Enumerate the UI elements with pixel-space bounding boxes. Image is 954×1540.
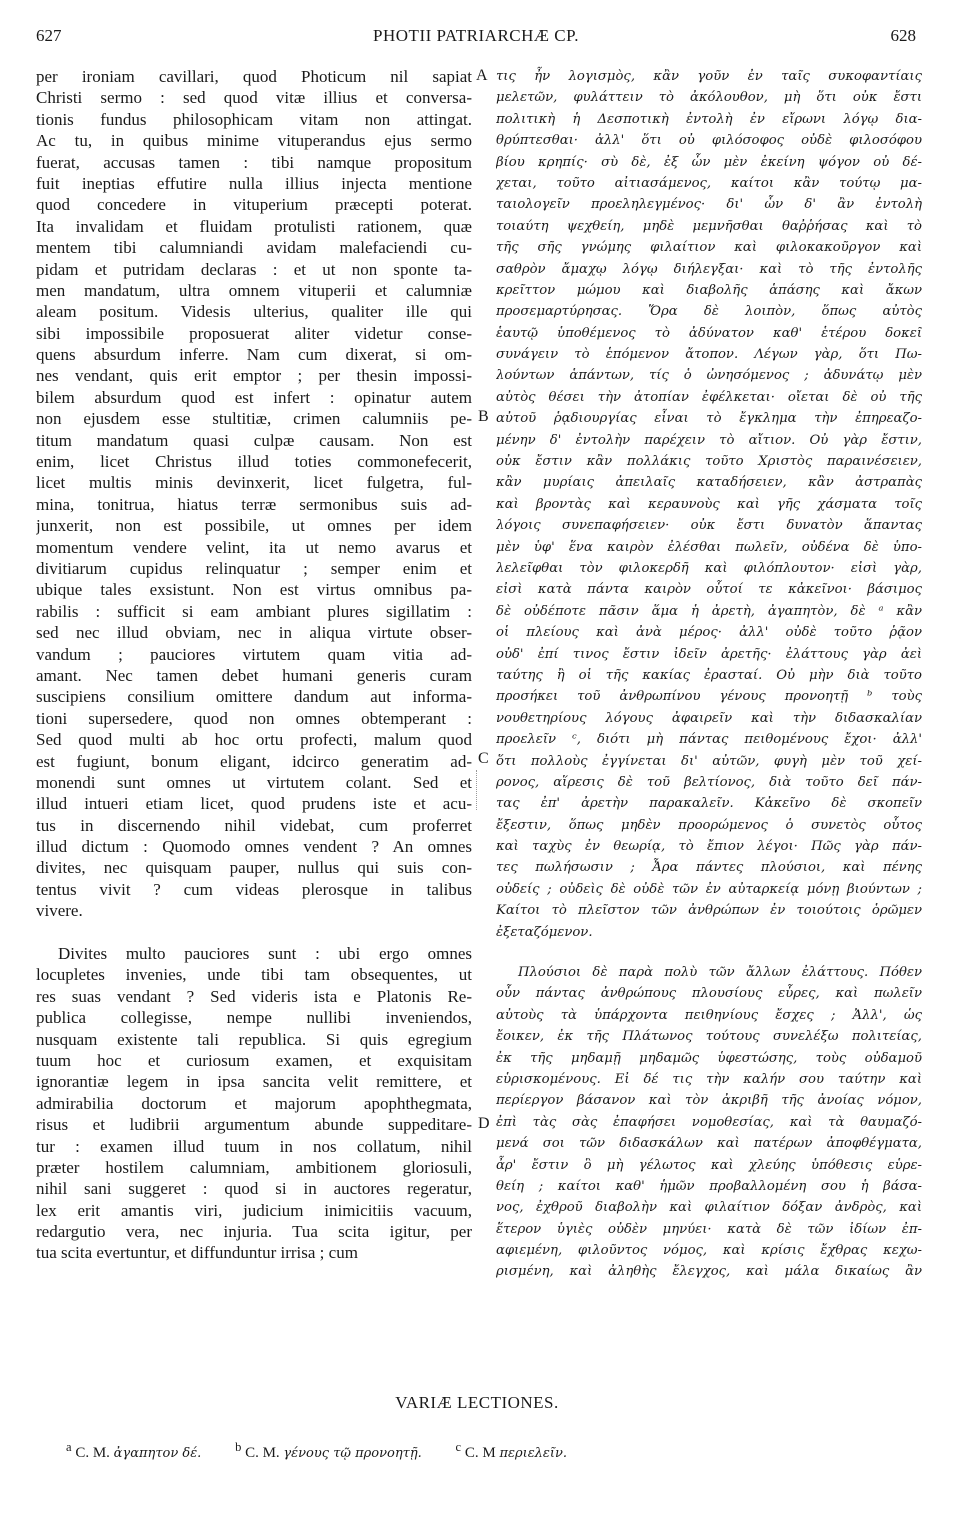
text-line: junxerit, non est possibile, ut omnes per idem bbox=[36, 516, 472, 536]
text-line: ἕτερον ὑγιὲς οὐδὲν μηνύει· κατὰ δὲ τῶν ἰδίων ἐπ- bbox=[496, 1221, 922, 1237]
text-line: præter hostilem calumniam, ambitionem gloriosuli, bbox=[36, 1157, 472, 1177]
text-line: Ac tu, in quibus minime vituperandus ejus sermo bbox=[36, 131, 472, 151]
text-line: τῆς σῆς γνώμης φιλαίτιον καὶ φιλοκακοῦργον καὶ bbox=[496, 240, 922, 256]
text-line: per ironiam cavillari, quod Photicum nil sapiat bbox=[36, 67, 472, 86]
running-header bbox=[36, 26, 916, 50]
margin-marker-b: B bbox=[478, 408, 489, 425]
text-line: est fugiunt, bonum eligant, idcirco generatim ad- bbox=[36, 751, 472, 771]
text-line: εὑρισκομένους. Εἰ δέ τις τὴν καλήν σου ταύτην καὶ bbox=[496, 1071, 922, 1087]
paragraph-gap bbox=[36, 922, 472, 943]
text-line: λόγοις συνεπαφήσειεν· οὐκ ἔστι δυνατὸν ἅπαντας bbox=[496, 518, 922, 534]
text-line: ἑαυτῷ ὑποθέμενος τὸ ἀδύνατον καθ' ἑτέρου δοκεῖ bbox=[496, 325, 922, 341]
text-line: τας ἐπ' ἀρετὴν παρακαλεῖν. Κἀκεῖνο δὲ σκοπεῖν bbox=[496, 796, 922, 812]
text-line: licet multis minis devinxerit, licet fulgetra, ful- bbox=[36, 473, 472, 493]
text-line: tentus vivit ? cum videas plerosque in talibus bbox=[36, 879, 472, 899]
text-line: vivere. bbox=[36, 901, 83, 921]
text-line: publica collegisse, nempe nullibi inveniendos, bbox=[36, 1008, 472, 1028]
text-line: προσεμαρτύρησας. Ὅρα δὲ λοιπὸν, ὅπως αὐτὸς bbox=[496, 304, 922, 320]
text-line: tur : examen illud tuum in nos collatum, nihil bbox=[36, 1136, 472, 1156]
margin-guide-line bbox=[476, 770, 477, 810]
text-line: ἐξεταζόμενον. bbox=[496, 924, 593, 940]
text-line: ρισμένη, καὶ ἀληθὴς ἔλεγχος, καὶ μάλα δικαίως ἂν bbox=[496, 1264, 922, 1280]
text-line: vandum ; pauciores virtutem quam vitia ad- bbox=[36, 644, 472, 664]
text-line: μὲν ὑφ' ἕνα καιρὸν ἐλέσθαι πωλεῖν, οὐδένα δὲ ὑπο- bbox=[496, 539, 922, 555]
text-line: νος, ἐχθροῦ διαβολὴν καὶ φιλαίτιον δόξαν ἀνδρὸς, καὶ bbox=[496, 1200, 922, 1216]
text-line: Divites multo pauciores sunt : ubi ergo omnes bbox=[58, 944, 472, 964]
variae-lectiones-notes bbox=[66, 1440, 597, 1462]
text-line: αὐτὸς θέσει τὴν ἀτοπίαν ἐφέλκεται· οἴεται δὲ οὐ τῆς bbox=[496, 389, 922, 405]
text-line: οὐδείς ; οὐδεὶς δὲ οὐδὲ τῶν ἐν αὐταρκείᾳ μόνῃ βιούντων ; bbox=[496, 881, 922, 897]
text-line: πολιτικὴ ἡ Δεσποτικὴ ἐντολὴ ἐν εἴρωνι λόγῳ δια- bbox=[496, 111, 922, 127]
text-line: quod concedere in vituperium præcepti poterat. bbox=[36, 195, 472, 215]
text-line: ταύτης ἢ οἱ τῆς κακίας ἐρασταί. Οὐ μὴν διὰ τοῦτο bbox=[496, 667, 922, 683]
text-line: titum mandatum quasi culpæ causam. Non est bbox=[36, 430, 472, 450]
text-line: ἆρ' ἔστιν ὃ μὴ γέλωτος καὶ χλεύης ὑπόθεσις εὑρε- bbox=[496, 1157, 922, 1173]
running-title: PHOTII PATRIARCHÆ CP. bbox=[373, 26, 579, 45]
text-line: οὖν πάντας ἀνθρώπους πλουσίους εὗρες, καὶ πωλεῖν bbox=[496, 986, 922, 1002]
text-line: καὶ βροντὰς καὶ κεραυνοὺς καὶ γῆς χάσματα τοῖς bbox=[496, 496, 922, 512]
text-line: sibi impossibile proposuerat aliter videtur conse- bbox=[36, 323, 472, 343]
text-line: men mandatum, ultra omnem vituperii et calumniæ bbox=[36, 280, 472, 300]
text-line: λούντων ἁπάντων, τίς ὁ ὠνησόμενος ; ἀδυνάτῳ μὲν bbox=[496, 368, 922, 384]
text-line: nusquam existente tali republica. Si quis egregium bbox=[36, 1029, 472, 1049]
text-line: κἂν μυρίαις ἀπειλαῖς καταδήσειεν, κἂν ἀστραπὰς bbox=[496, 475, 922, 491]
variae-lectiones-title: VARIÆ LECTIONES. bbox=[395, 1393, 559, 1412]
text-line: tuum hoc et curiosum examen, et exquisitam bbox=[36, 1050, 472, 1070]
text-line: ἔοικεν, ἐκ τῆς Πλάτωνος τούτους συνελέξω πολιτείας, bbox=[496, 1029, 922, 1045]
text-line: δὲ οὐδέποτε πᾶσιν ἅμα ἡ ἀρετὴ, ἀγαπητὸν, δὲ ᵃ κἂν bbox=[496, 603, 922, 619]
greek-column bbox=[496, 66, 922, 1283]
margin-marker-c: C bbox=[478, 750, 489, 767]
text-line: mina, tonitrua, hiatus terræ sermonibus suis ad- bbox=[36, 494, 472, 514]
text-line: illud intueri etiam licet, quod prudens iste et acu- bbox=[36, 794, 472, 814]
text-line: εἰσὶ κατὰ πάντα καιρὸν οὗτοί τε κἀκεῖνοι· βάσιμος bbox=[496, 582, 922, 598]
text-line: ταιολογεῖν προεληλεγμένος· δι' ὧν δ' ἂν ἐντολὴ bbox=[496, 197, 922, 213]
text-line: οὐδ' ἐπί τινος ἔστιν ἰδεῖν ἀρετῆς· ἐλάττους γὰρ ἀεὶ bbox=[496, 646, 922, 662]
text-line: οἱ πλείους καὶ ἀνὰ μέρος· ἀλλ' οὐδὲ τοῦτο ῥᾷον bbox=[496, 625, 922, 641]
text-line: περίεργον βάσανον καὶ τὸν ἀκριβῆ τῆς ἀνοίας νόμον, bbox=[496, 1093, 922, 1109]
text-line: fuerat, accusas tamen : tibi namque propositum bbox=[36, 152, 472, 172]
text-line: νουθετηρίους λόγους ἀφαιρεῖν καὶ τὴν διδασκαλίαν bbox=[496, 710, 922, 726]
page-number-left: 627 bbox=[36, 26, 62, 45]
text-line: mentem tibi calumniandi avidam malefaciendi cu- bbox=[36, 238, 472, 258]
text-line: αὐτοῦ ῥᾳδιουργίας εἶναι τὸ ἔγκλημα τὴν ἐπηρεαζο- bbox=[496, 411, 922, 427]
text-line: οὐκ ἔστιν κἂν πολλάκις τοῦτο Χριστὸς παραινέσειεν, bbox=[496, 454, 922, 470]
text-line: καὶ ταχὺς ἐν θεωρίᾳ, τὸ ἔπιον λέγοι· Πῶς γὰρ πάν- bbox=[496, 839, 922, 855]
text-line: aleam positum. Videsis ulterius, qualiter ille qui bbox=[36, 302, 472, 322]
text-line: divites, nec quisquam pauper, nullus qui suis con- bbox=[36, 858, 472, 878]
text-line: θρύπτεσθαι· ἀλλ' ὅτι οὐ φιλόσοφος οὐδὲ φιλοσόφου bbox=[496, 133, 922, 149]
text-line: rabilis : sufficit si eam ambiant plures sigillatim : bbox=[36, 601, 472, 621]
text-line: προελεῖν ᶜ, διότι μὴ πάντας πειθομένους ἔχοι· ἀλλ' bbox=[496, 732, 922, 748]
text-line: ἐκ τῆς μηδαμῇ μηδαμῶς ὑφεστώσης, τοὺς οὐδαμοῦ bbox=[496, 1050, 922, 1066]
text-line: admirabilia doctorum et majorum apophthegmata, bbox=[36, 1093, 472, 1113]
text-line: risus et ludibrii argumentum abunde suppeditare- bbox=[36, 1115, 472, 1135]
text-line: προσήκει τοῦ ἀνθρωπίνου γένους προνοητῇ ᵇ τοὺς bbox=[496, 689, 922, 705]
text-line: res suas vendant ? Sed videris ista e Platonis Re- bbox=[36, 986, 472, 1006]
text-line: τοιαύτη ψεχθείη, μηδὲ μεμνῆσθαι θαῤῥήσας καὶ τὸ bbox=[496, 218, 922, 234]
text-line: ὅτι πολλοὺς ἐγγίνεται δι' αὐτῶν, φυγὴ μὲν τοῦ χεί- bbox=[496, 753, 922, 769]
footnote-b: $^b$ C. M. γένους τῷ προνοητῇ. bbox=[235, 1440, 422, 1461]
text-line: tus in discernendo nihil videbat, cum proferret bbox=[36, 815, 472, 835]
text-line: αφιεμένη, φιλοῦντος νόμος, καὶ κρίσις ἔχθρας κεχω- bbox=[496, 1243, 922, 1259]
text-line: sed nec illud obviam, nec in aliqua virtute obser- bbox=[36, 623, 472, 643]
text-line: κρεῖττον μώμου καὶ διαβολῆς ἁπάσης καὶ ἄκων bbox=[496, 282, 922, 298]
text-line: Sed quod multi ab hoc ortu profecti, malum quod bbox=[36, 730, 472, 750]
text-line: ubique tales exsistunt. Non est virtus omnibus pa- bbox=[36, 580, 472, 600]
text-line: τις ἦν λογισμὸς, κἂν γοῦν ἐν ταῖς συκοφαντίαις bbox=[496, 69, 922, 84]
text-line: Christi sermo : sed quod vitæ illius et conversa- bbox=[36, 88, 472, 108]
text-line: locupletes invenies, unde tibi tam obsequentes, ut bbox=[36, 965, 472, 985]
text-line: βίου κρηπίς· σὺ δὲ, ἐξ ὧν μὲν ἐκείνη ψόγον οὐ δέ- bbox=[496, 154, 922, 170]
text-line: ἐπὶ τὰς σὰς ἐπαφήσει νομοθεσίας, καὶ τὰ θαυμαζό- bbox=[496, 1114, 922, 1130]
text-line: tua scita evertuntur, et diffunduntur irrisa ; cum bbox=[36, 1243, 358, 1263]
text-line: τες πωλήσωσιν ; Ἆρα πάντες πλούσιοι, καὶ πένης bbox=[496, 860, 922, 876]
paragraph-gap bbox=[496, 943, 922, 962]
text-line: συνάγειν τὸ ἑπόμενον ἄτοπον. Λέγων γὰρ, ὅτι Πω- bbox=[496, 347, 922, 363]
text-line: μενά σοι τῶν διδασκάλων καὶ πατέρων ἀποφθέγματα, bbox=[496, 1136, 922, 1152]
text-line: χεται, τοῦτο αἰτιασάμενος, καίτοι κἂν τούτῳ μα- bbox=[496, 175, 922, 191]
text-line: lex erit amantis viri, judicium inimicitiis vacuum, bbox=[36, 1200, 472, 1220]
page-number-right: 628 bbox=[890, 26, 916, 45]
text-line: divitiarum cupidus relinquatur ; semper enim et bbox=[36, 558, 472, 578]
text-line: fuit ineptias effutire nulla illius injecta mentione bbox=[36, 173, 472, 193]
footnote-a: $^a$ C. M. ἀγαπητον δέ. bbox=[66, 1440, 202, 1461]
margin-marker-a: A bbox=[476, 67, 488, 84]
text-line: Πλούσιοι δὲ παρὰ πολὺ τῶν ἄλλων ἐλάττους. Πόθεν bbox=[518, 965, 922, 981]
text-line: momentum vendere velint, ita ut nemo avarus et bbox=[36, 537, 472, 557]
margin-marker-d: D bbox=[478, 1115, 490, 1132]
text-line: amant. Nec tamen debet humani generis curam bbox=[36, 665, 472, 685]
text-line: μελετῶν, φυλάττειν τὸ ἀκόλουθον, μὴ ὅτι οὐκ ἔστι bbox=[496, 90, 922, 106]
text-line: Καίτοι τὸ πλεῖστον τῶν ἀνθρώπων ἐν τοιούτοις ὁρῶμεν bbox=[496, 903, 922, 919]
text-line: Ita invalidam et fluidam protulisti rationem, quæ bbox=[36, 216, 472, 236]
text-line: ignorantiæ legem in ipsa sancita velit remittere, et bbox=[36, 1072, 472, 1092]
text-line: θείη ; καίτοι καθ' ἡμῶν προβαλλομένη σου ἡ βάσα- bbox=[496, 1178, 922, 1194]
footnote-c: $^c$ C. M περιελεῖν. bbox=[455, 1440, 568, 1461]
text-line: αὐτοὺς τὰ ὑπάρχοντα πειθηνίους ἔσχες ; Ἀλλ', ὡς bbox=[496, 1007, 922, 1023]
text-line: illud dictum : Quomodo omnes vendent ? An omnes bbox=[36, 837, 472, 857]
text-line: non ejusdem esse stultitiæ, crimen calumniis pe- bbox=[36, 409, 472, 429]
text-line: pidam et putridam declaras : et ut non sponte ta- bbox=[36, 259, 472, 279]
text-line: quens absurdum inferre. Nam cum dixerat, si om- bbox=[36, 345, 472, 365]
text-line: nes vendant, quis erit emptor ; per thesin impossi- bbox=[36, 366, 472, 386]
text-line: suscipiens consilium omittere dandum aut informa- bbox=[36, 687, 472, 707]
text-line: enim, licet Christus illud toties commonefecerit, bbox=[36, 452, 472, 472]
text-line: μένην δ' ἐντολὴν παρέχειν τὸ αἴτιον. Οὐ γὰρ ἔστιν, bbox=[496, 432, 922, 448]
text-line: bilem absurdum quod est infert : opinatur autem bbox=[36, 387, 472, 407]
text-line: λελεῖφθαι τὸν φιλοκερδῆ καὶ φιλόπλουτον· εἰσὶ γὰρ, bbox=[496, 560, 922, 576]
text-line: redargutio vera, nec injuria. Tua scita igitur, per bbox=[36, 1222, 472, 1242]
text-line: nihil sani suggeret : quod si in auctores regeratur, bbox=[36, 1179, 472, 1199]
text-line: tioni supersedere, quod non omnes obtemperant : bbox=[36, 708, 472, 728]
text-line: ρονος, αἵρεσις δὲ τοῦ βελτίονος, διὰ τοῦτο δεῖ πάν- bbox=[496, 774, 922, 790]
text-line: monendi sunt omnes ut virtutem colant. Sed et bbox=[36, 772, 472, 792]
text-line: σαθρὸν ἄμαχῳ λόγῳ διήλεγξαι· καὶ τὸ τῆς ἐντολῆς bbox=[496, 261, 922, 277]
text-line: tionis fundus philosophicam vitam non attingat. bbox=[36, 109, 472, 129]
latin-column bbox=[36, 66, 472, 1264]
text-line: ἔξεστιν, ὅπως μηδὲν προορώμενος ὁ συνετὸς οὗτος bbox=[496, 817, 922, 833]
